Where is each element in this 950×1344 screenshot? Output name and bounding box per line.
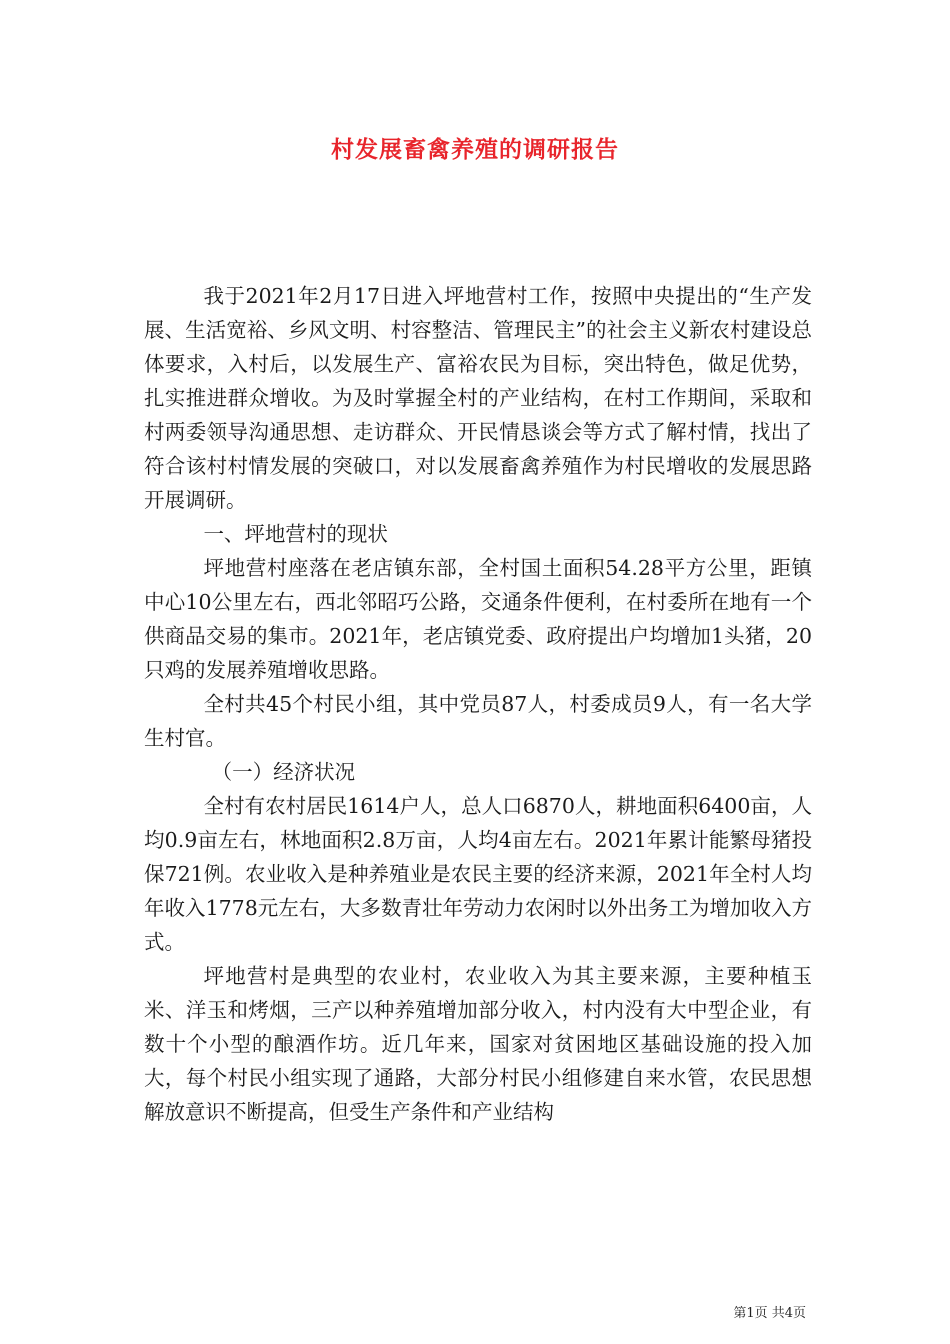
subsection-heading-economy: （一）经济状况 [211, 760, 356, 784]
paragraph-economy: 全村有农村居民1614户人，总人口6870人，耕地面积6400亩，人均0.9亩左右，林地面积2.8万亩，人均4亩左右。2021年累计能繁母猪投保721例。农业收入是种养殖业是农民主要的经济来源，2021年全村人均年收入1778元左右，大多数青壮年劳动力农闲时以外出务工为增加收入方式。 [144, 794, 812, 954]
paragraph-location: 坪地营村座落在老店镇东部，全村国土面积54.28平方公里，距镇中心10公里左右，西北邻昭巧公路，交通条件便利，在村委所在地有一个供商品交易的集市。2021年，老店镇党委、政府提出户均增加1头猪，20只鸡的发展养殖增收思路。 [144, 556, 812, 682]
page-title: 村发展畜禽养殖的调研报告 [331, 136, 619, 163]
document-body [144, 279, 812, 1129]
paragraph-agriculture: 坪地营村是典型的农业村，农业收入为其主要来源，主要种植玉米、洋玉和烤烟，三产以种养殖增加部分收入，村内没有大中型企业，有数十个小型的酿酒作坊。近几年来，国家对贫困地区基础设施的投入加大，每个村民小组实现了通路，大部分村民小组修建自来水管，农民思想解放意识不断提高，但受生产条件和产业结构 [144, 964, 812, 1124]
section-heading-status: 一、坪地营村的现状 [203, 522, 388, 546]
paragraph-organization: 全村共45个村民小组，其中党员87人，村委成员9人，有一名大学生村官。 [144, 692, 812, 750]
page-number-footer: 第1页 共4页 [733, 1306, 806, 1321]
paragraph-intro: 我于2021年2月17日进入坪地营村工作，按照中央提出的“生产发展、生活宽裕、乡风文明、村容整洁、管理民主”的社会主义新农村建设总体要求，入村后，以发展生产、富裕农民为目标，突出特色，做足优势，扎实推进群众增收。为及时掌握全村的产业结构，在村工作期间，采取和村两委领导沟通思想、走访群众、开民情恳谈会等方式了解村情，找出了符合该村村情发展的突破口，对以发展畜禽养殖作为村民增收的发展思路开展调研。 [144, 284, 812, 512]
